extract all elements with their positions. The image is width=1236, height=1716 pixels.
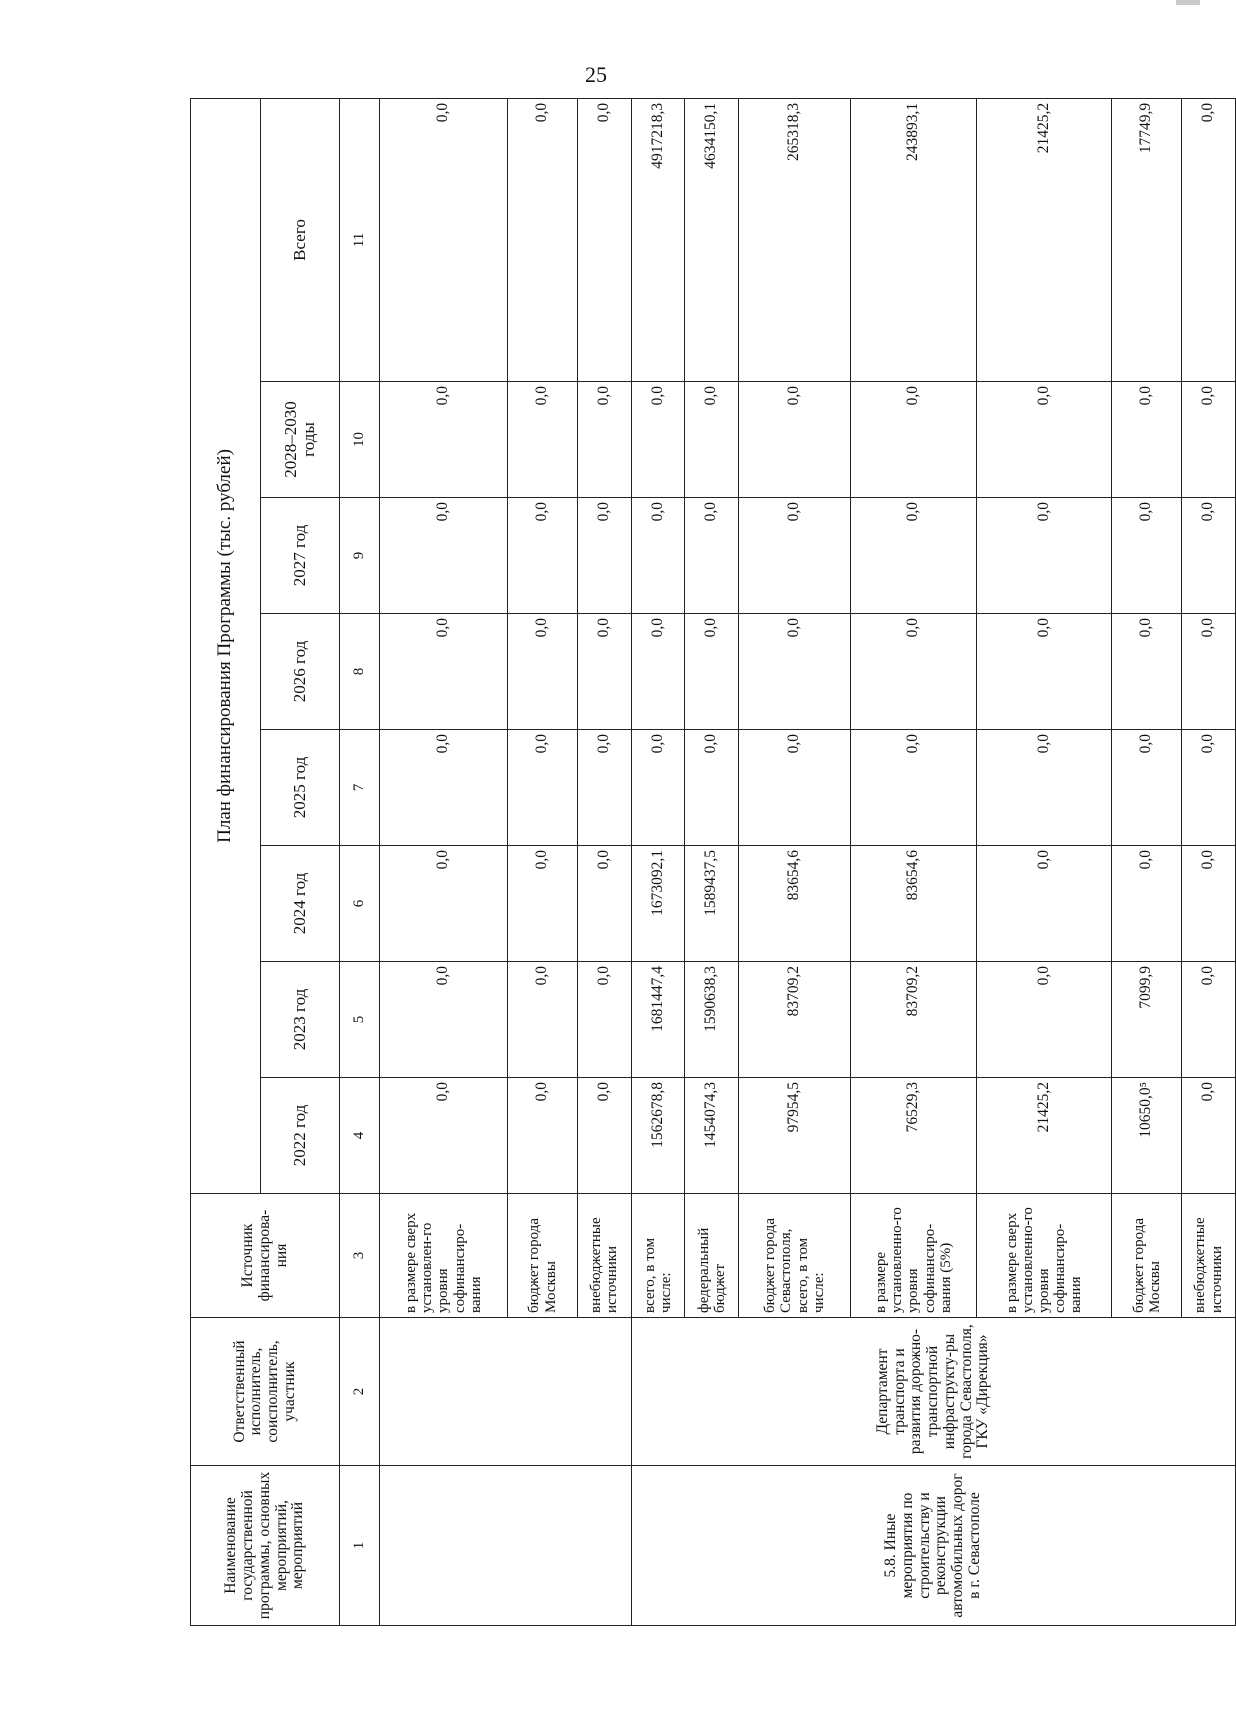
header-year: 2026 год: [260, 614, 339, 730]
header-year: 2022 год: [260, 1078, 339, 1194]
value-cell: 0,0: [631, 382, 685, 498]
value-cell: 0,0: [578, 1078, 632, 1194]
column-number: 7: [340, 730, 380, 846]
header-plan-title: План финансирования Программы (тыс. рублей): [191, 98, 261, 1193]
header-year: 2027 год: [260, 498, 339, 614]
continuation-executor-cell: [379, 1318, 631, 1466]
value-cell: 7099,9: [1112, 962, 1182, 1078]
column-number: 1: [340, 1466, 380, 1626]
measure-name-cell: 5.8. Иные мероприятия по строительству и реконструкции автомобильных дорог в г. Севастополе: [631, 1466, 1235, 1626]
column-number: 2: [340, 1318, 380, 1466]
value-cell: 0,0: [578, 98, 632, 381]
header-name: Наименование государственной программы, основных мероприятий, мероприятий: [191, 1466, 340, 1626]
value-cell: 0,0: [508, 614, 578, 730]
source-cell: в размере сверх установленно-го уровня софинансиро-вания: [976, 1194, 1111, 1318]
value-cell: 0,0: [508, 382, 578, 498]
header-year: 2023 год: [260, 962, 339, 1078]
value-cell: 0,0: [1182, 614, 1236, 730]
value-cell: 76529,3: [851, 1078, 977, 1194]
value-cell: 0,0: [379, 98, 507, 381]
value-cell: 243893,1: [851, 98, 977, 381]
financing-table: [190, 98, 1236, 1626]
value-cell: 10650,0⁵: [1112, 1078, 1182, 1194]
value-cell: 0,0: [976, 846, 1111, 962]
source-cell: внебюджетные источники: [1182, 1194, 1236, 1318]
column-number-row: [340, 98, 380, 1625]
value-cell: 0,0: [851, 614, 977, 730]
value-cell: 21425,2: [976, 1078, 1111, 1194]
value-cell: 0,0: [976, 498, 1111, 614]
value-cell: 0,0: [508, 846, 578, 962]
scan-corner-mark: [1176, 0, 1200, 5]
value-cell: 0,0: [739, 382, 851, 498]
column-number: 11: [340, 98, 380, 381]
executor-cell: Департамент транспорта и развития дорожно-транспортной инфраструкту-ры города Севастополя, ГКУ «Дирекция»: [631, 1318, 1235, 1466]
header-row-top: [191, 98, 261, 1625]
source-cell: в размере установленно-го уровня софинансиро-вания (5%): [851, 1194, 977, 1318]
value-cell: 0,0: [379, 498, 507, 614]
value-cell: 0,0: [379, 614, 507, 730]
value-cell: 0,0: [508, 730, 578, 846]
source-cell: федеральный бюджет: [685, 1194, 739, 1318]
value-cell: 0,0: [578, 382, 632, 498]
value-cell: 0,0: [685, 614, 739, 730]
value-cell: 0,0: [1182, 730, 1236, 846]
value-cell: 265318,3: [739, 98, 851, 381]
value-cell: 21425,2: [976, 98, 1111, 381]
header-year: 2025 год: [260, 730, 339, 846]
value-cell: 0,0: [851, 498, 977, 614]
value-cell: 0,0: [976, 962, 1111, 1078]
value-cell: 0,0: [578, 846, 632, 962]
table-row: [631, 98, 685, 1625]
source-cell: бюджет города Москвы: [1112, 1194, 1182, 1318]
value-cell: 0,0: [508, 1078, 578, 1194]
value-cell: 83709,2: [851, 962, 977, 1078]
value-cell: 0,0: [379, 1078, 507, 1194]
column-number: 5: [340, 962, 380, 1078]
value-cell: 0,0: [578, 614, 632, 730]
source-cell: всего, в том числе:: [631, 1194, 685, 1318]
value-cell: 0,0: [685, 498, 739, 614]
header-executor: Ответственный исполнитель, соисполнитель, участник: [191, 1318, 340, 1466]
value-cell: 17749,9: [1112, 98, 1182, 381]
rotated-table-wrapper: [190, 99, 1236, 1626]
source-cell: в размере сверх установлен-го уровня софинансиро-вания: [379, 1194, 507, 1318]
header-year: 2028–2030 годы: [260, 382, 339, 498]
column-number: 10: [340, 382, 380, 498]
value-cell: 0,0: [508, 98, 578, 381]
page-number: 25: [585, 62, 607, 87]
value-cell: 0,0: [1112, 382, 1182, 498]
value-cell: 1673092,1: [631, 846, 685, 962]
value-cell: 0,0: [739, 498, 851, 614]
value-cell: 0,0: [578, 730, 632, 846]
value-cell: 0,0: [1112, 846, 1182, 962]
value-cell: 0,0: [578, 498, 632, 614]
value-cell: 0,0: [739, 614, 851, 730]
value-cell: 1590638,3: [685, 962, 739, 1078]
continuation-name-cell: [379, 1466, 631, 1626]
value-cell: 0,0: [685, 382, 739, 498]
value-cell: 0,0: [1112, 730, 1182, 846]
value-cell: 0,0: [379, 846, 507, 962]
value-cell: 0,0: [1182, 962, 1236, 1078]
value-cell: 0,0: [685, 730, 739, 846]
value-cell: 0,0: [1112, 498, 1182, 614]
value-cell: 0,0: [631, 730, 685, 846]
value-cell: 1562678,8: [631, 1078, 685, 1194]
value-cell: 0,0: [379, 962, 507, 1078]
value-cell: 0,0: [976, 730, 1111, 846]
source-cell: бюджет города Москвы: [508, 1194, 578, 1318]
column-number: 8: [340, 614, 380, 730]
value-cell: 0,0: [508, 498, 578, 614]
value-cell: 0,0: [1182, 382, 1236, 498]
value-cell: 0,0: [631, 498, 685, 614]
value-cell: 0,0: [578, 962, 632, 1078]
value-cell: 1454074,3: [685, 1078, 739, 1194]
source-cell: бюджет города Севастополя, всего, в том числе:: [739, 1194, 851, 1318]
value-cell: 4634150,1: [685, 98, 739, 381]
value-cell: 0,0: [379, 382, 507, 498]
value-cell: 0,0: [631, 614, 685, 730]
value-cell: 1681447,4: [631, 962, 685, 1078]
value-cell: 0,0: [739, 730, 851, 846]
table-row: [379, 98, 507, 1625]
value-cell: 83654,6: [739, 846, 851, 962]
header-year: 2024 год: [260, 846, 339, 962]
header-total: Всего: [260, 98, 339, 381]
value-cell: 1589437,5: [685, 846, 739, 962]
value-cell: 0,0: [379, 730, 507, 846]
value-cell: 0,0: [1182, 846, 1236, 962]
column-number: 6: [340, 846, 380, 962]
header-source: Источник финансирова-ния: [191, 1194, 340, 1318]
column-number: 3: [340, 1194, 380, 1318]
value-cell: 97954,5: [739, 1078, 851, 1194]
value-cell: 0,0: [508, 962, 578, 1078]
source-cell: внебюджетные источники: [578, 1194, 632, 1318]
column-number: 4: [340, 1078, 380, 1194]
value-cell: 0,0: [976, 382, 1111, 498]
value-cell: 0,0: [1182, 1078, 1236, 1194]
value-cell: 4917218,3: [631, 98, 685, 381]
value-cell: 0,0: [851, 382, 977, 498]
value-cell: 0,0: [1182, 498, 1236, 614]
value-cell: 83709,2: [739, 962, 851, 1078]
value-cell: 0,0: [1182, 98, 1236, 381]
value-cell: 0,0: [976, 614, 1111, 730]
value-cell: 0,0: [851, 730, 977, 846]
column-number: 9: [340, 498, 380, 614]
value-cell: 0,0: [1112, 614, 1182, 730]
value-cell: 83654,6: [851, 846, 977, 962]
